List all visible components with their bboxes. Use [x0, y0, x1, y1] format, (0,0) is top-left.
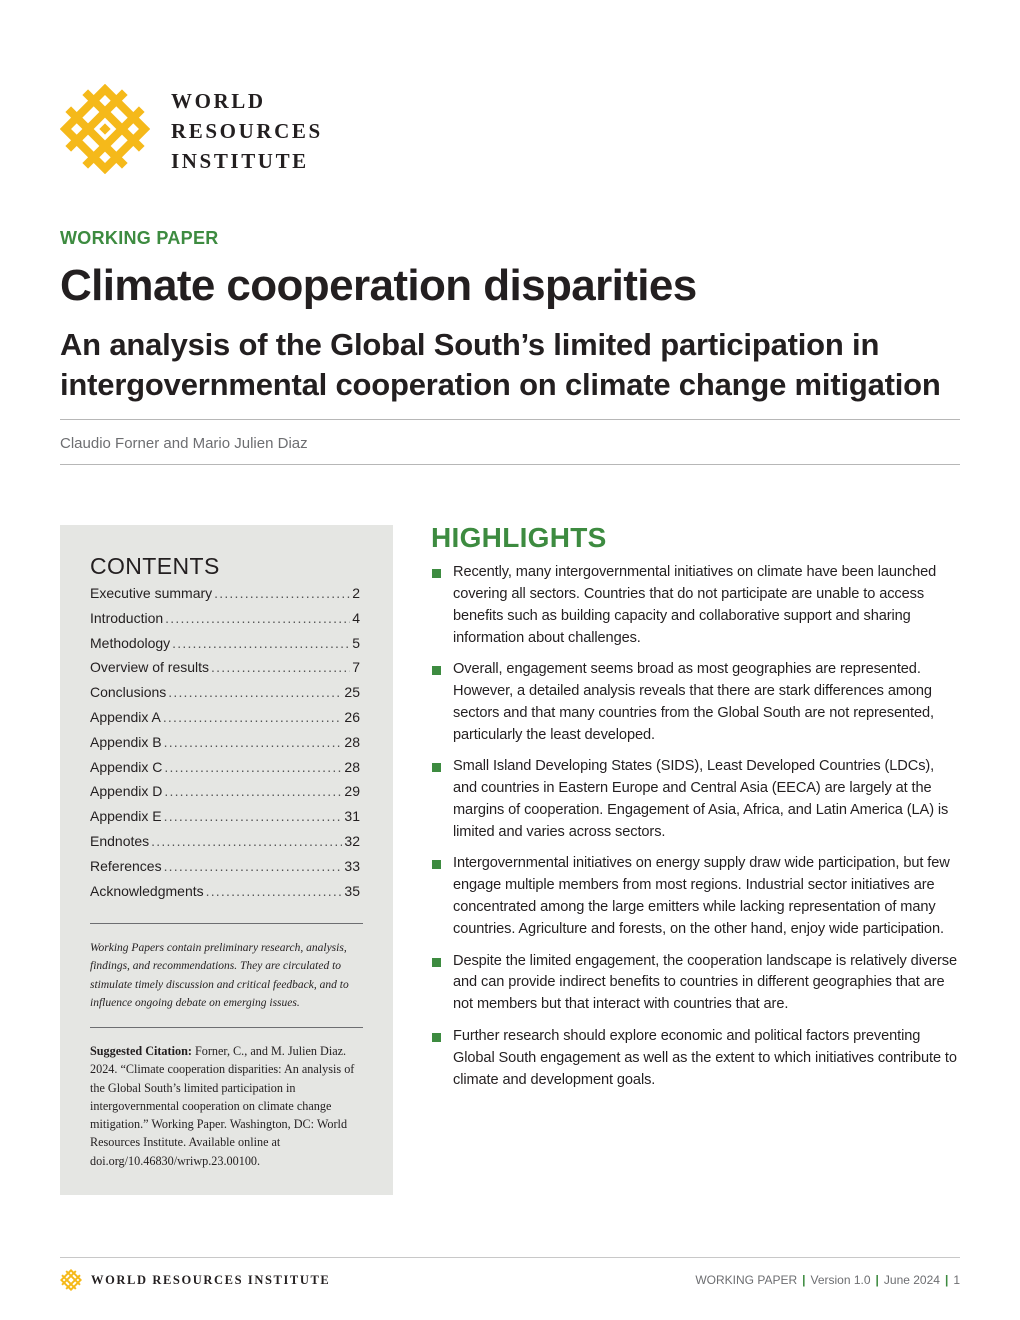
page-title: Climate cooperation disparities	[60, 261, 697, 310]
toc-label: Conclusions	[90, 684, 167, 701]
footer-date: June 2024	[883, 1273, 940, 1287]
wordmark-line: INSTITUTE	[171, 149, 309, 173]
highlight-text: Further research should explore economic and political factors preventing Global South engagement as well as the extent to which initiatives contribute to climate and development goals.	[453, 1027, 957, 1088]
highlights-list	[431, 562, 961, 1101]
footer-separator: |	[944, 1273, 949, 1287]
footer-doc-type: WORKING PAPER	[695, 1273, 798, 1287]
toc-label: Overview of results	[90, 659, 210, 676]
highlight-text: Intergovernmental initiatives on energy supply draw wide participation, but few engage multiple members from most regions. Industrial sector initiatives are concentrated among the large emitters while lacking representation of many countries. Agriculture and forests, on the other hand, enjoy wide participation.	[453, 855, 950, 938]
square-bullet-icon	[432, 569, 441, 578]
footer-page-number: 1	[953, 1273, 960, 1287]
toc-item[interactable]	[90, 734, 360, 759]
highlight-text: Overall, engagement seems broad as most geographies are represented. However, a detailed analysis reveals that there are stark differences among sectors and that many countries from the Global South are not represented, particularly the least developed.	[453, 661, 934, 743]
highlight-item	[431, 1026, 961, 1092]
wordmark-line: RESOURCES	[171, 119, 323, 143]
contents-heading: CONTENTS	[90, 553, 220, 579]
toc-item[interactable]	[90, 585, 360, 610]
footer-version: Version 1.0	[810, 1273, 871, 1287]
toc-leader	[172, 635, 350, 651]
toc-page: 25	[344, 684, 360, 701]
citation-label: Suggested Citation:	[90, 1044, 192, 1058]
toc-leader	[211, 659, 350, 675]
sidebar-divider	[90, 923, 363, 924]
toc-page: 2	[352, 585, 360, 601]
authors-line: Claudio Forner and Mario Julien Diaz	[60, 435, 308, 452]
toc-leader	[164, 734, 343, 750]
toc-label: Acknowledgments	[90, 882, 204, 899]
footer-organization-name: WORLD RESOURCES INSTITUTE	[91, 1273, 331, 1287]
contents-sidebar	[60, 525, 393, 1195]
toc-leader	[165, 610, 350, 626]
toc-page: 29	[344, 783, 360, 800]
toc-page: 4	[352, 609, 360, 626]
toc-leader	[163, 709, 343, 725]
toc-leader	[164, 759, 342, 775]
sidebar-divider	[90, 1027, 363, 1028]
square-bullet-icon	[432, 1033, 441, 1042]
toc-item[interactable]	[90, 759, 360, 784]
toc-item[interactable]	[90, 610, 360, 635]
page-subtitle: An analysis of the Global South’s limited participation in intergovernmental cooperation on climate change mitigation	[60, 327, 941, 402]
table-of-contents	[90, 585, 360, 907]
toc-item[interactable]	[90, 709, 360, 734]
highlight-text: Recently, many intergovernmental initiatives on climate have been launched covering all sectors. Countries that do not participate are unable to access benefits such as building capacity and collaborative support and sharing information about challenges.	[453, 564, 937, 646]
toc-page: 32	[344, 832, 360, 849]
toc-item[interactable]	[90, 783, 360, 808]
highlights-heading: HIGHLIGHTS	[431, 522, 607, 553]
toc-leader	[206, 883, 343, 899]
toc-label: Appendix A	[90, 708, 161, 725]
toc-item[interactable]	[90, 635, 360, 660]
toc-item[interactable]	[90, 808, 360, 833]
toc-page: 7	[352, 659, 360, 676]
divider	[60, 464, 960, 465]
toc-page: 5	[352, 634, 360, 651]
toc-label: Executive summary	[90, 585, 213, 601]
highlight-item	[431, 951, 961, 1017]
square-bullet-icon	[432, 763, 441, 772]
wri-logo-icon	[60, 84, 150, 174]
toc-page: 33	[344, 857, 360, 874]
footer-meta	[695, 1273, 960, 1287]
toc-label: Methodology	[90, 634, 171, 651]
toc-leader	[164, 808, 343, 824]
toc-label: Appendix C	[90, 758, 163, 775]
citation-text: Forner, C., and M. Julien Diaz. 2024. “Climate cooperation disparities: An analysis of the Global South’s limited participation in intergovernmental cooperation on climate change mitigation.” Working Paper. Washington, DC: World Resources Institute. Available online at doi.org/10.46830/wriwp.23.00100.	[90, 1044, 355, 1168]
square-bullet-icon	[432, 860, 441, 869]
toc-leader	[164, 858, 343, 874]
working-paper-note: Working Papers contain preliminary research, analysis, findings, and recommendations. They are circulated to stimulate timely discussion and critical feedback, and to influence ongoing debate on emerging issues.	[90, 942, 349, 1009]
toc-page: 31	[344, 808, 360, 825]
document-type-kicker: WORKING PAPER	[60, 228, 219, 248]
toc-item[interactable]	[90, 833, 360, 858]
toc-label: Appendix B	[90, 733, 162, 750]
toc-leader	[164, 783, 342, 799]
footer-separator: |	[875, 1273, 879, 1287]
toc-label: Appendix E	[90, 808, 162, 825]
suggested-citation	[90, 1042, 366, 1170]
toc-label: References	[90, 857, 162, 874]
toc-page: 26	[344, 708, 360, 725]
highlight-item	[431, 659, 961, 747]
toc-page: 35	[344, 882, 360, 899]
wri-wordmark	[171, 86, 323, 176]
square-bullet-icon	[432, 958, 441, 967]
toc-item[interactable]	[90, 883, 360, 908]
footer-separator: |	[802, 1273, 806, 1287]
divider	[60, 419, 960, 420]
square-bullet-icon	[432, 666, 441, 675]
toc-item[interactable]	[90, 659, 360, 684]
wri-footer-logo-icon	[60, 1269, 82, 1291]
toc-item[interactable]	[90, 684, 360, 709]
highlight-text: Despite the limited engagement, the cooperation landscape is relatively diverse and can provide indirect benefits to countries in different geographies that are not members but that interact with countries that are.	[453, 952, 957, 1013]
toc-label: Endnotes	[90, 832, 150, 849]
toc-page: 28	[344, 758, 360, 775]
highlight-item	[431, 756, 961, 844]
toc-leader	[168, 684, 342, 700]
toc-page: 28	[344, 733, 360, 750]
wordmark-line: WORLD	[171, 89, 266, 113]
highlight-item	[431, 853, 961, 941]
toc-item[interactable]	[90, 858, 360, 883]
highlight-item	[431, 562, 961, 650]
toc-label: Introduction	[90, 609, 164, 626]
highlight-text: Small Island Developing States (SIDS), Least Developed Countries (LDCs), and countries in Eastern Europe and Central Asia (EECA) are largely at the margins of cooperation. Engagement of Asia, Africa, and Latin America (LA) is limited and varies across sectors.	[453, 758, 949, 840]
toc-label: Appendix D	[90, 783, 163, 800]
toc-leader	[151, 833, 342, 849]
footer-divider	[60, 1257, 960, 1258]
toc-leader	[214, 585, 350, 601]
